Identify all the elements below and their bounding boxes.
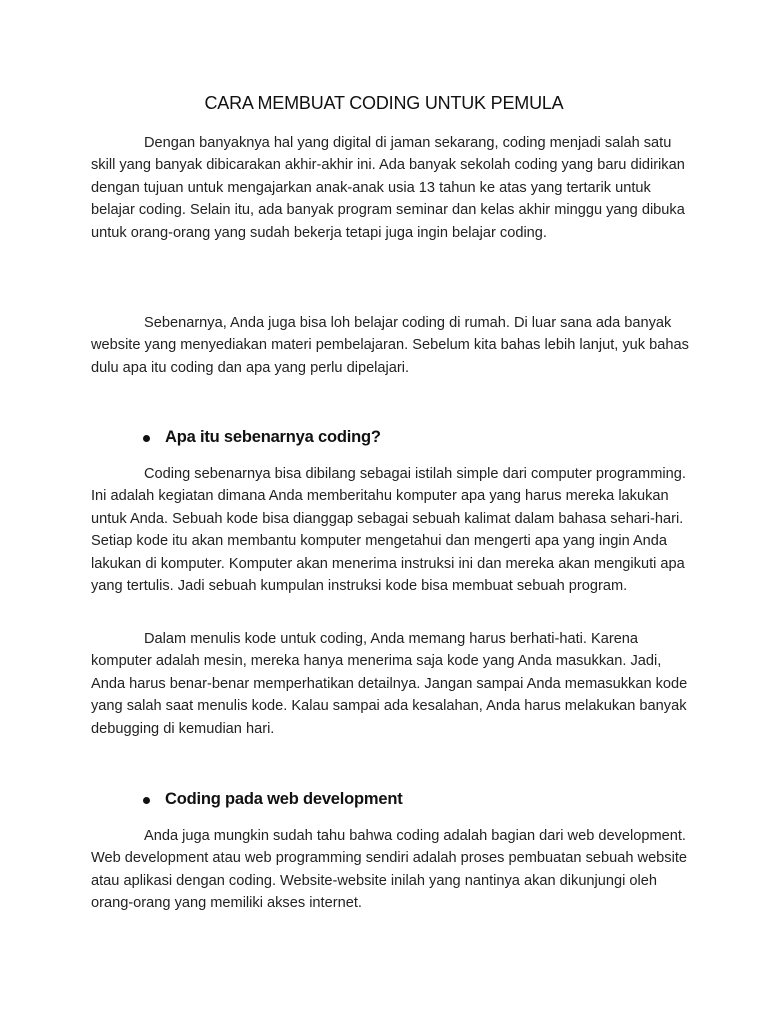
bullet-icon (143, 797, 150, 804)
intro-paragraph-2: Sebenarnya, Anda juga bisa loh belajar coding di rumah. Di luar sana ada banyak website yang menyediakan materi pembelajaran. Sebelum kita bahas lebih lanjut, yuk bahas dulu apa itu coding dan apa yang perlu dipelajari. (91, 315, 689, 376)
document-title: CARA MEMBUAT CODING UNTUK PEMULA (204, 93, 564, 113)
section-2-paragraph-1: Anda juga mungkin sudah tahu bahwa coding adalah bagian dari web development. Web development atau web programming sendiri adalah proses pembuatan sebuah website atau aplikasi dengan coding. Website-website inilah yang nantinya akan dikunjungi oleh orang-orang yang memiliki akses internet. (91, 828, 688, 912)
section-heading-web-development: Coding pada web development (165, 790, 403, 808)
section-1-paragraph-1: Coding sebenarnya bisa dibilang sebagai istilah simple dari computer programming. Ini adalah kegiatan dimana Anda memberitahu komputer apa yang harus mereka lakukan untuk Anda. Sebuah kode bisa dianggap sebagai sebuah kalimat dalam bahasa sehari-hari. Setiap kode itu akan membantu komputer mengetahui dan mengerti apa yang ingin Anda lakukan di komputer. Komputer akan menerima instruksi ini dan mereka akan mengikuti apa yang tertulis. Jadi sebuah kumpulan instruksi kode bisa membuat sebuah program. (91, 466, 686, 595)
bullet-icon (143, 435, 150, 442)
section-1-paragraph-2: Dalam menulis kode untuk coding, Anda memang harus berhati-hati. Karena komputer adalah mesin, mereka hanya menerima saja kode yang Anda masukkan. Jadi, Anda harus benar-benar memperhatikan detailnya. Jangan sampai Anda memasukkan kode yang salah saat menulis kode. Kalau sampai ada kesalahan, Anda harus melakukan banyak debugging di kemudian hari. (91, 631, 688, 737)
section-heading-what-is-coding: Apa itu sebenarnya coding? (165, 428, 381, 446)
intro-paragraph-1: Dengan banyaknya hal yang digital di jaman sekarang, coding menjadi salah satu skill yang banyak dibicarakan akhir-akhir ini. Ada banyak sekolah coding yang baru didirikan dengan tujuan untuk mengajarkan anak-anak usia 13 tahun ke atas yang tertarik untuk belajar coding. Selain itu, ada banyak program seminar dan kelas akhir minggu yang dibuka untuk orang-orang yang sudah bekerja tetapi juga ingin belajar coding. (91, 135, 685, 241)
